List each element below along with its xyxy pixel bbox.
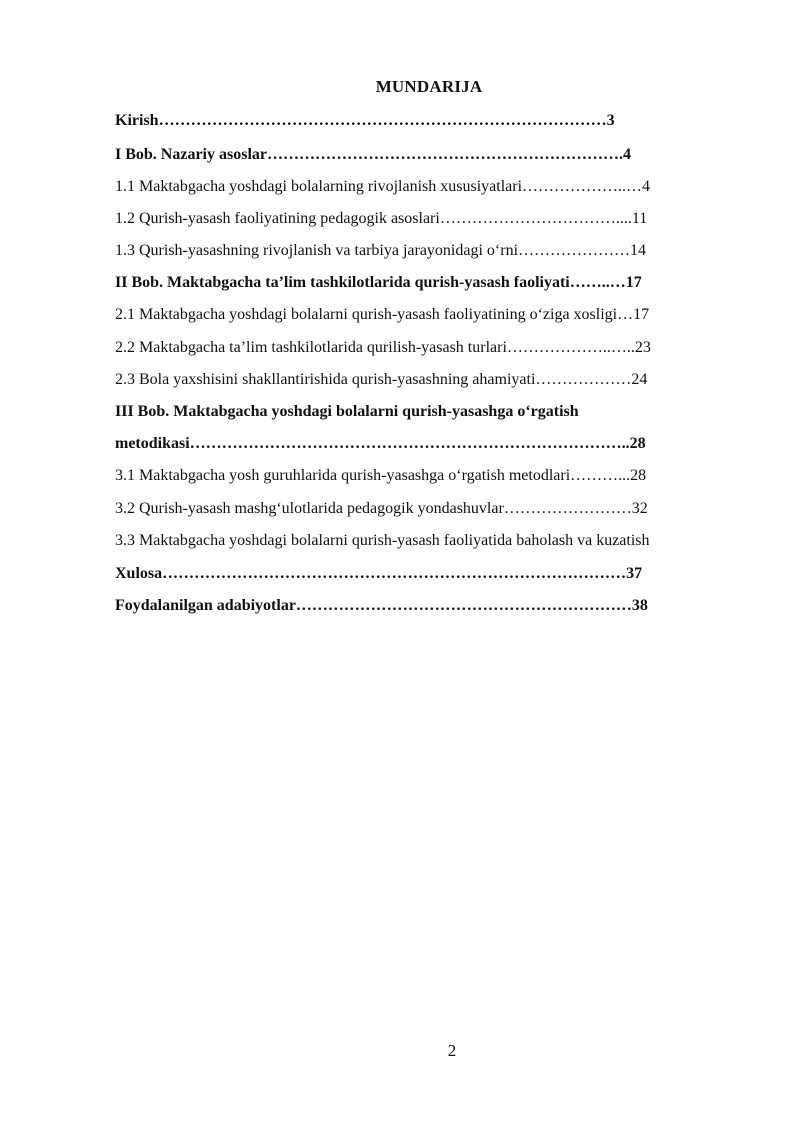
- toc-entry-2-2: 2.2 Maktabgacha ta’lim tashkilotlarida qurilish-yasash turlari………………..…..23: [115, 339, 651, 356]
- page-title: MUNDARIJA: [375, 77, 483, 96]
- toc-entry-1-2: 1.2 Qurish-yasash faoliyatining pedagogik asoslari……………………………....11: [115, 210, 648, 227]
- toc-entry-2-3: 2.3 Bola yaxshisini shakllantirishida qurish-yasashning ahamiyati………………24: [115, 371, 648, 388]
- toc-entry-chapter-3: III Bob. Maktabgacha yoshdagi bolalarni qurish-yasashga o‘rgatish: [115, 403, 579, 420]
- toc-entry-adabiyotlar: Foydalanilgan adabiyotlar………………………………………………………38: [115, 597, 648, 614]
- toc-entry-2-1: 2.1 Maktabgacha yoshdagi bolalarni qurish-yasash faoliyatining o‘ziga xosligi…17: [115, 306, 650, 323]
- toc-entry-xulosa: Xulosa……………………………………………………………………………37: [115, 565, 643, 582]
- toc-entry-3-3: 3.3 Maktabgacha yoshdagi bolalarni qurish-yasash faoliyatida baholash va kuzatish: [115, 532, 650, 549]
- toc-entry-chapter-3-continued: metodikasi………………………………………………………………………..28: [115, 435, 646, 452]
- page-number: 2: [447, 1041, 457, 1060]
- toc-entry-kirish: Kirish…………………………………………………………………………3: [115, 112, 615, 129]
- toc-entry-chapter-1: I Bob. Nazariy asoslar………………………………………………………….4: [115, 146, 631, 163]
- toc-entry-1-3: 1.3 Qurish-yasashning rivojlanish va tarbiya jarayonidagi o‘rni…………………14: [115, 242, 647, 259]
- toc-entry-chapter-2: II Bob. Maktabgacha ta’lim tashkilotlarida qurish-yasash faoliyati……..…17: [115, 274, 642, 291]
- toc-entry-3-2: 3.2 Qurish-yasash mashg‘ulotlarida pedagogik yondashuvlar……………………32: [115, 500, 648, 517]
- toc-entry-1-1: 1.1 Maktabgacha yoshdagi bolalarning rivojlanish xususiyatlari………………..…4: [115, 178, 651, 195]
- toc-entry-3-1: 3.1 Maktabgacha yosh guruhlarida qurish-yasashga o‘rgatish metodlari………...28: [115, 467, 647, 484]
